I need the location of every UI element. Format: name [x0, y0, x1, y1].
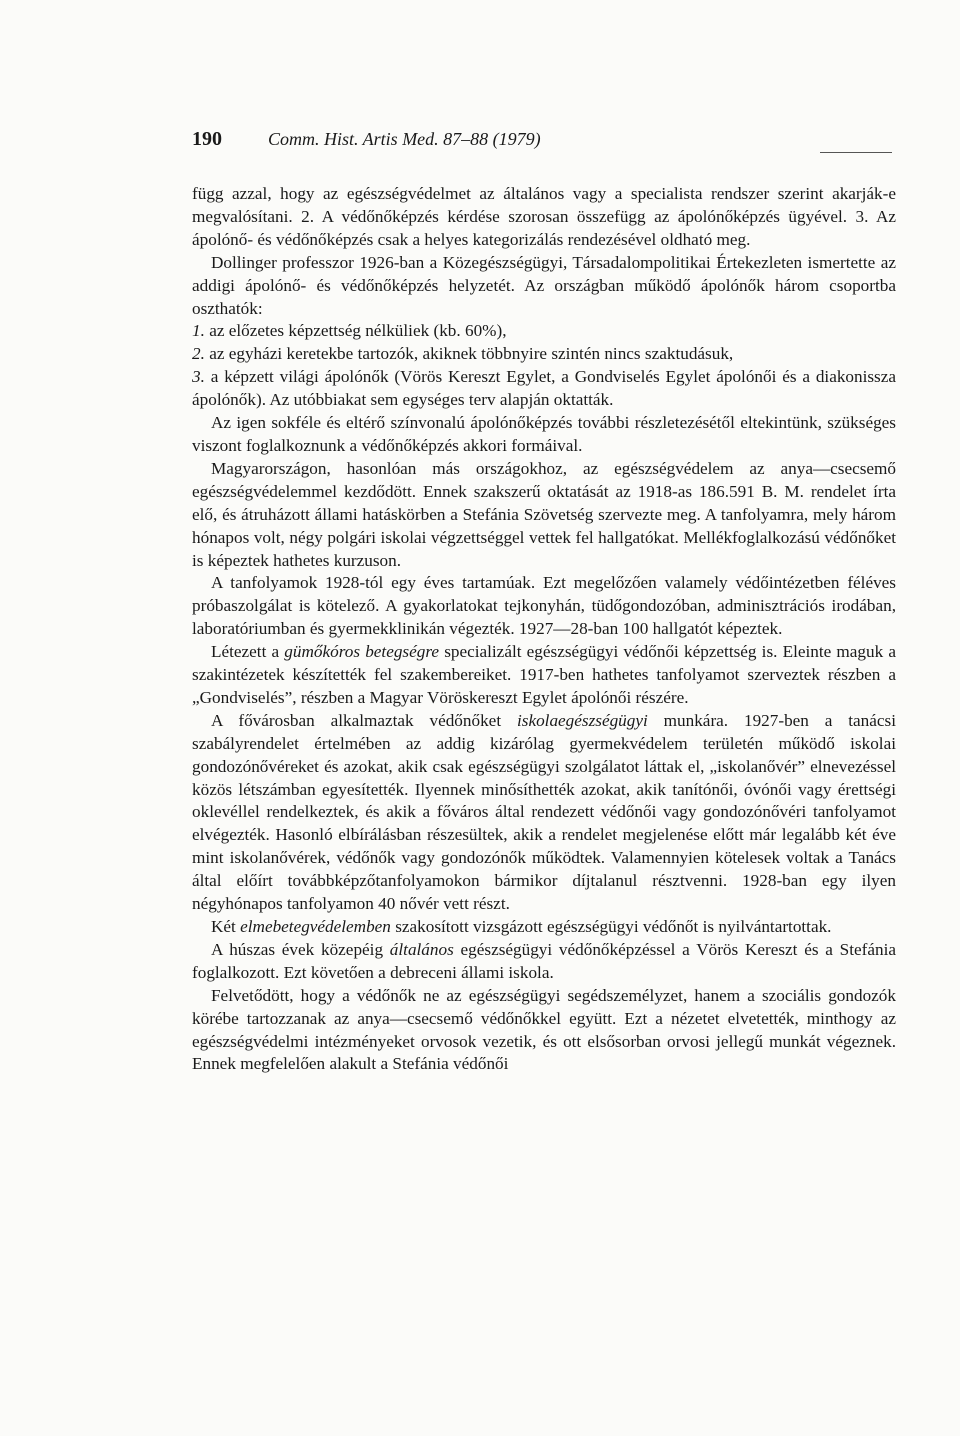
- page-number: 190: [192, 128, 222, 150]
- paragraph: A tanfolyamok 1928-tól egy éves tartamúak. Ezt megelőzően valamely védőintézetben féléves próbaszolgálat is kötelező. A gyakorlatokat tejkonyhán, tüdőgondozóban, adminisztrációs irodában, laboratóriumban és gyermekklinikán végezték. 1927—28-ban 100 hallgatót képeztek.: [192, 573, 896, 639]
- text-run: specializált egészségügyi védőnői képzettség is. Eleinte maguk a szakintézetek készítették fel szakembereiket. 1917-ben hathetes tanfolyamot szerveztek részben a „Gondviselés”, részben a Magyar Vöröskereszt Egylet ápolónői részére.: [192, 642, 897, 707]
- text-run: egészségügyi védőnőképzéssel a Vörös Kereszt és a Stefánia foglalkozott. Ezt követően a debreceni állami iskola.: [192, 939, 896, 982]
- emphasis: elmebetegvédelemben: [240, 917, 391, 936]
- emphasis: iskolaegészségügyi: [516, 710, 648, 730]
- paragraph: függ azzal, hogy az egészségvédelmet az általános vagy a specialista rendszer szerint akarják-e megvalósítani. 2. A védőnőképzés kérdése szorosan összefügg az ápolónőképzés ügyével. 3. Az ápolónő- és védőnőképzés csak a helyes kategorizálás rendezésével oldható meg.: [192, 184, 896, 249]
- header-rule: [820, 152, 892, 153]
- emphasis: általános: [389, 939, 454, 959]
- paragraph: [192, 916, 896, 939]
- text-run: szakosított vizsgázott egészségügyi védőnőt is nyilvántartottak.: [390, 917, 832, 936]
- paragraph: Felvetődött, hogy a védőnők ne az egészségügyi segédszemélyzet, hanem a szociális gondozók körébe tartozzanak az anya—csecsemő védőnőkkel együtt. Ezt a nézetet elvetették, minthogy az egészségvédelmi intézményeket orvosok vezetik, és ott elsősorban orvosi jellegű munkát végeznek. Ennek megfelelően alakult a Stefánia védőnői: [192, 985, 896, 1074]
- text-run: A húszas évek közepéig: [211, 939, 390, 959]
- list-number: 3.: [192, 367, 205, 387]
- list-text: az előzetes képzettség nélküliek (kb. 60%),: [209, 321, 507, 341]
- emphasis: gümőkóros betegségre: [284, 642, 440, 662]
- text-run: Két: [211, 917, 241, 936]
- text-run: munkára. 1927-ben a tanácsi szabályrendelet értelmében az addig kizárólag gyermekvédelem területén működő iskolai gondozónővéreket és azokat, akik csak egészségügyi szolgálatot láttak el, „iskolanővér” elnevezéssel közös létszámban egyesítették. Ilyennek minősíthették azokat, akik tanítónői, óvónői vagy érettségi oklevéllel rendelkeztek, és akik a főváros által rendezett védőnői vagy gondozónővéri tanfolyamot elvégezték. Hasonló elbírálásban részesültek, akik a rendelet megjelenése előtt már legalább két éve mint iskolanővérek, védőnők vagy gondozónők működtek. Valamennyien kötelesek voltak a Tanács által előírt továbbképzőtanfolyamokon bármikor díjtalanul résztvenni. 1928-ban egy ilyen négyhónapos tanfolyamon 40 nővér vett részt.: [192, 710, 896, 914]
- list-item: [192, 343, 896, 366]
- list-number: 2.: [192, 344, 205, 364]
- body-text: [192, 183, 896, 1076]
- list-number: 1.: [192, 321, 205, 341]
- text-run: Létezett a: [211, 642, 285, 662]
- list-text: az egyházi keretekbe tartozók, akiknek többnyire szintén nincs szaktudásuk,: [209, 344, 734, 364]
- paragraph: Az igen sokféle és eltérő színvonalú ápolónőképzés további részletezésétől eltekintünk, szükséges viszont foglalkoznunk a védőnőképzés akkori formáival.: [192, 413, 896, 455]
- running-head: Comm. Hist. Artis Med. 87–88 (1979): [268, 129, 541, 149]
- list-item: [192, 366, 896, 412]
- paragraph: Dollinger professzor 1926-ban a Közegészségügyi, Társadalompolitikai Értekezleten ismertette az addigi ápolónő- és védőnőképzés helyzetét. Az országban működő ápolónők három csoportba oszthatók:: [192, 252, 896, 318]
- paragraph: [192, 641, 896, 710]
- paragraph: [192, 710, 896, 916]
- text-run: A fővárosban alkalmaztak védőnőket: [211, 710, 517, 730]
- paragraph: Magyarországon, hasonlóan más országokhoz, az egészségvédelem az anya—csecsemő egészségvédelemmel kezdődött. Ennek szakszerű oktatását az 1918-as 186.591 B. M. rendelet írta elő, és átruházott állami hatáskörben a Stefánia Szövetség szervezte meg. A tanfolyamra, mely három hónapos volt, négy polgári iskolai végzettséggel vettek fel hallgatókat. Mellékfoglalkozású védőnőket is képeztek hathetes kurzuson.: [192, 458, 896, 570]
- paragraph: [192, 939, 896, 985]
- page-header: [192, 128, 892, 151]
- list-item: [192, 320, 896, 343]
- list-text: a képzett világi ápolónők (Vörös Kereszt Egylet, a Gondviselés Egylet ápolónői és a diakonissza ápolónők). Az utóbbiakat sem egységes terv alapján oktatták.: [192, 367, 897, 410]
